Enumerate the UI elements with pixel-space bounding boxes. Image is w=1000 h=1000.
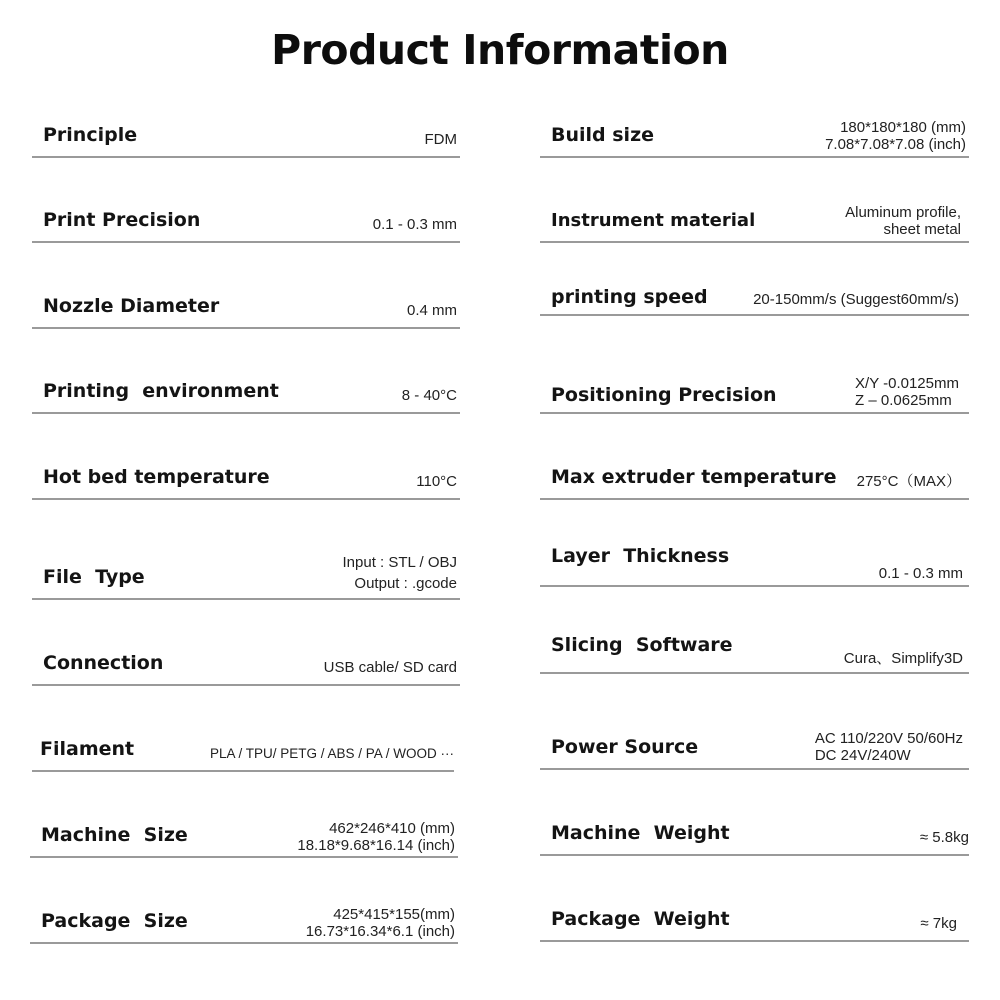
row-divider xyxy=(32,156,460,158)
spec-value-line: 425*415*155(mm) xyxy=(333,906,455,923)
row-divider xyxy=(32,498,460,500)
spec-row-package-weight xyxy=(540,882,969,942)
spec-value-line: 7.08*7.08*7.08 (inch) xyxy=(825,136,966,153)
spec-label: Build size xyxy=(551,124,655,146)
spec-label: Nozzle Diameter xyxy=(43,295,220,317)
row-divider xyxy=(540,156,969,158)
spec-value-line: DC 24V/240W xyxy=(814,747,911,764)
spec-value-line: Aluminum profile, xyxy=(845,204,961,221)
spec-value xyxy=(825,119,966,153)
spec-value xyxy=(920,915,957,932)
row-divider xyxy=(30,856,458,858)
spec-value-line: AC 110/220V 50/60Hz xyxy=(814,730,963,747)
spec-label: printing speed xyxy=(551,286,708,308)
spec-value xyxy=(857,473,961,490)
spec-value-line: FDM xyxy=(424,131,457,148)
spec-value-line: 18.18*9.68*16.14 (inch) xyxy=(297,837,455,854)
spec-value xyxy=(407,302,457,319)
spec-value-line: 275°C（MAX） xyxy=(856,473,961,490)
spec-value-line: 110°C xyxy=(416,473,457,490)
spec-row-package-size xyxy=(30,884,458,944)
spec-value-line: ≈ 5.8kg xyxy=(919,829,969,846)
spec-value xyxy=(845,204,961,238)
row-divider xyxy=(540,585,969,587)
row-divider xyxy=(540,412,969,414)
spec-row-build-size xyxy=(540,98,969,158)
row-divider xyxy=(32,598,460,600)
spec-row-file-type xyxy=(32,540,460,600)
row-divider xyxy=(30,942,458,944)
spec-label: Connection xyxy=(43,652,164,674)
spec-value xyxy=(815,730,963,764)
spec-value xyxy=(879,565,963,582)
spec-value xyxy=(343,552,458,594)
spec-label: Hot bed temperature xyxy=(43,466,270,488)
row-divider xyxy=(540,314,969,316)
row-divider xyxy=(32,684,460,686)
spec-value-line: 180*180*180 (mm) xyxy=(840,119,966,136)
spec-row-positioning-precision xyxy=(540,354,969,414)
row-divider xyxy=(32,241,460,243)
spec-row-power-source xyxy=(540,710,969,770)
spec-value-line: 0.1 - 0.3 mm xyxy=(372,216,457,233)
row-divider xyxy=(32,327,460,329)
spec-value xyxy=(306,906,455,940)
row-divider xyxy=(540,498,969,500)
spec-row-principle xyxy=(32,98,460,158)
spec-row-printing-environment xyxy=(32,354,460,414)
spec-value-line: PLA / TPU/ PETG / ABS / PA / WOOD ··· xyxy=(209,746,454,761)
spec-row-printing-speed xyxy=(540,256,969,316)
spec-label: Machine Weight xyxy=(551,822,730,844)
spec-value-line: Cura、Simplify3D xyxy=(843,650,963,667)
spec-value-line: 20-150mm/s (Suggest60mm/s) xyxy=(753,291,959,308)
spec-label: Max extruder temperature xyxy=(551,466,837,488)
spec-value-line: Z – 0.0625mm xyxy=(855,392,952,409)
spec-value-line: X/Y -0.0125mm xyxy=(855,375,959,392)
spec-value-line: Input : STL / OBJ xyxy=(342,554,457,571)
spec-value-line: Output : .gcode xyxy=(354,575,457,592)
spec-value-line: ≈ 7kg xyxy=(920,915,957,932)
spec-value xyxy=(297,820,455,854)
spec-value xyxy=(920,829,969,846)
spec-value xyxy=(753,291,959,308)
spec-row-slicing-software xyxy=(540,614,969,674)
row-divider xyxy=(540,940,969,942)
spec-value xyxy=(425,131,458,148)
row-divider xyxy=(32,770,454,772)
spec-label: Machine Size xyxy=(41,824,188,846)
spec-value xyxy=(416,473,457,490)
spec-row-machine-weight xyxy=(540,796,969,856)
page-title: Product Information xyxy=(271,26,729,74)
spec-value xyxy=(402,387,457,404)
spec-value-line: 0.4 mm xyxy=(406,302,457,319)
spec-label: Principle xyxy=(43,124,138,146)
row-divider xyxy=(540,854,969,856)
spec-row-print-precision xyxy=(32,183,460,243)
spec-value xyxy=(324,659,457,676)
spec-value-line: sheet metal xyxy=(883,221,961,238)
spec-value-line: USB cable/ SD card xyxy=(323,659,457,676)
spec-label: Positioning Precision xyxy=(551,384,777,406)
spec-label: Printing environment xyxy=(43,380,279,402)
spec-row-nozzle-diameter xyxy=(32,269,460,329)
spec-row-filament xyxy=(32,712,454,772)
spec-row-layer-thickness xyxy=(540,527,969,587)
spec-label: Package Weight xyxy=(551,908,730,930)
spec-value-line: 0.1 - 0.3 mm xyxy=(878,565,963,582)
row-divider xyxy=(540,241,969,243)
spec-row-hot-bed-temperature xyxy=(32,440,460,500)
spec-label: File Type xyxy=(43,566,145,588)
spec-value xyxy=(373,216,457,233)
spec-label: Slicing Software xyxy=(551,634,733,656)
row-divider xyxy=(540,768,969,770)
row-divider xyxy=(540,672,969,674)
spec-row-instrument-material xyxy=(540,183,969,243)
spec-value-line: 8 - 40°C xyxy=(401,387,457,404)
spec-label: Filament xyxy=(40,738,135,760)
spec-value-line: 462*246*410 (mm) xyxy=(329,820,455,837)
spec-row-connection xyxy=(32,626,460,686)
row-divider xyxy=(32,412,460,414)
spec-label: Print Precision xyxy=(43,209,201,231)
spec-row-machine-size xyxy=(30,798,458,858)
spec-value xyxy=(855,375,959,409)
spec-value-line: 16.73*16.34*6.1 (inch) xyxy=(305,923,455,940)
spec-label: Layer Thickness xyxy=(551,545,730,567)
spec-label: Power Source xyxy=(551,736,699,758)
spec-value xyxy=(210,745,454,762)
spec-label: Instrument material xyxy=(551,210,756,231)
spec-row-max-extruder-temperature xyxy=(540,440,969,500)
spec-value xyxy=(844,650,963,667)
spec-label: Package Size xyxy=(41,910,188,932)
